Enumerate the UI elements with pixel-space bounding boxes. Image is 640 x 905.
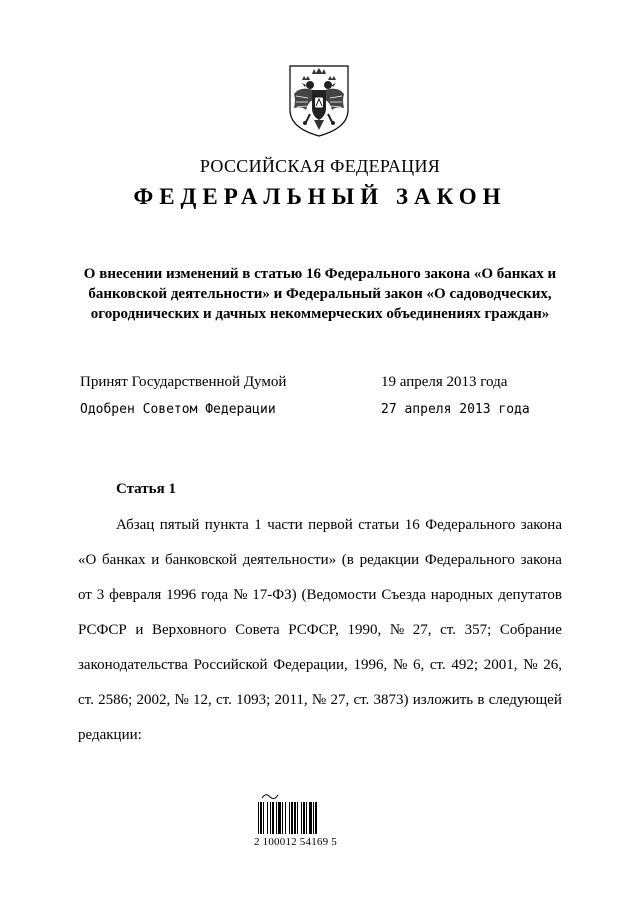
council-label: Одобрен Советом Федерации xyxy=(80,402,276,417)
title-line: огороднических и дачных некоммерческих объединениях граждан» xyxy=(90,306,550,322)
duma-date: 19 апреля 2013 года xyxy=(381,374,508,390)
barcode-digits: 2 100012 54169 5 xyxy=(254,836,337,848)
paragraph-line: ст. 2586; 2002, № 12, ст. 1093; 2011, № 27, ст. 3873) изложить в следующей xyxy=(78,692,562,708)
paragraph-line: законодательства Российской Федерации, 1996, № 6, ст. 492; 2001, № 26, xyxy=(78,657,562,673)
law-title xyxy=(72,264,568,324)
duma-label: Принят Государственной Думой xyxy=(80,374,287,390)
paragraph-line: Абзац пятый пункта 1 части первой статьи 16 Федерального закона xyxy=(116,517,562,533)
document-type: ФЕДЕРАЛЬНЫЙ ЗАКОН xyxy=(133,184,507,209)
paragraph-line: от 3 февраля 1996 года № 17-ФЗ) (Ведомости Съезда народных депутатов xyxy=(78,587,562,603)
council-date: 27 апреля 2013 года xyxy=(381,402,530,417)
article-heading: Статья 1 xyxy=(116,481,176,497)
paragraph-line: РСФСР и Верховного Совета РСФСР, 1990, № 27, ст. 357; Собрание xyxy=(78,622,562,638)
title-line: банковской деятельности» и Федеральный закон «О садоводческих, xyxy=(88,286,552,302)
country-name: РОССИЙСКАЯ ФЕДЕРАЦИЯ xyxy=(199,156,441,176)
paragraph-line: редакции: xyxy=(78,727,142,743)
barcode-icon xyxy=(254,790,350,836)
paragraph-line: «О банках и банковской деятельности» (в редакции Федерального закона xyxy=(78,552,562,568)
title-line: О внесении изменений в статью 16 Федерального закона «О банках и xyxy=(83,266,557,282)
coat-of-arms-icon xyxy=(286,64,352,138)
article-paragraph xyxy=(78,513,562,758)
